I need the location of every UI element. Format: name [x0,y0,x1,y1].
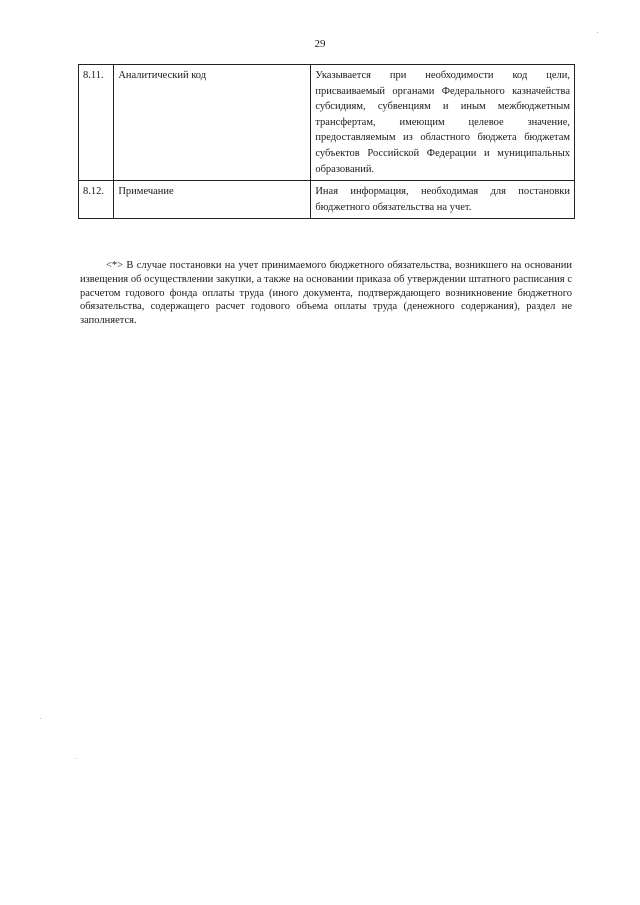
row-number: 8.11. [79,65,114,181]
scan-speck [76,758,77,759]
page-number: 29 [314,38,326,50]
field-name: Примечание [114,181,311,219]
table-row [79,65,575,181]
budget-obligation-fields-table [78,64,575,219]
field-description: Иная информация, необходимая для постановки бюджетного обязательства на учет. [311,181,575,219]
field-name: Аналитический код [114,65,311,181]
row-number: 8.12. [79,181,114,219]
scan-speck [40,718,41,719]
footnote: <*> В случае постановки на учет принимаемого бюджетного обязательства, возникшего на основании извещения об осуществлении закупки, а также на основании приказа об утверждении штатного расписания с расчетом годового фонда оплаты труда (иного документа, подтверждающего возникновение бюджетного обязательства, содержащего расчет годового объема оплаты труда (денежного содержания), раздел не заполняется. [80,260,572,327]
field-description: Указывается при необходимости код цели, присваиваемый органами Федерального казначейства субсидиям, субвенциям и иным межбюджетным трансфертам, имеющим целевое значение, предоставляемым из областного бюджета бюджетам субъектов Российской Федерации и муниципальных образований. [311,65,575,181]
table-row [79,181,575,219]
scan-speck [597,32,598,33]
